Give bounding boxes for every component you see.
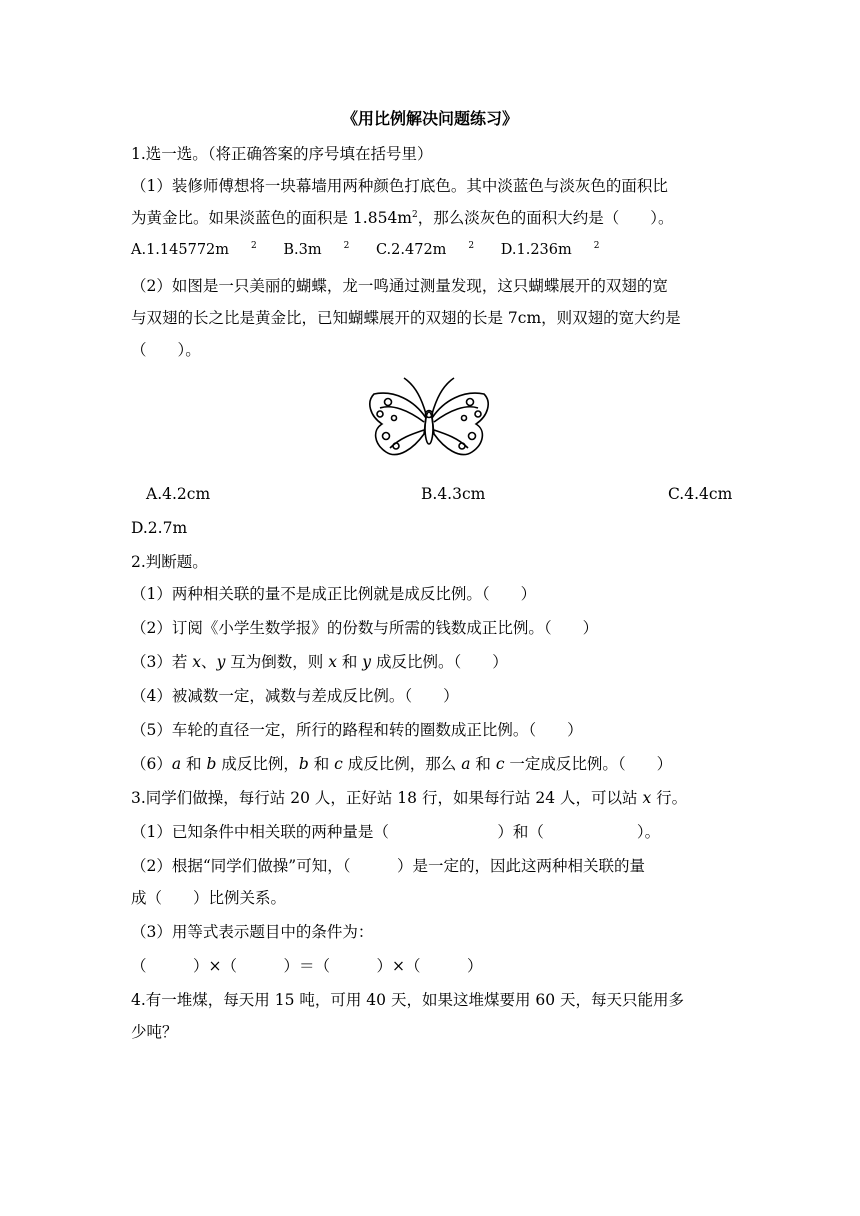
q1-p1-options bbox=[131, 240, 621, 260]
q3-heading: 3.同学们做操，每行站 20 人，正好站 18 行，如果每行站 24 人，可以站 x 行。 bbox=[131, 789, 688, 807]
q2-item-5: （5）车轮的直径一定，所行的路程和转的圈数成正比例。（ ） bbox=[131, 721, 583, 739]
q1-p1-line2-b: ，那么淡灰色的面积大约是（ ）。 bbox=[417, 209, 674, 227]
q2-item-6: （6）a 和 b 成反比例，b 和 c 成反比例，那么 a 和 c 一定成反比例。（ ） bbox=[131, 755, 673, 773]
butterfly-illustration bbox=[364, 372, 494, 472]
q1-p1-option-a: A.1.145772m $^2$ bbox=[131, 241, 257, 258]
q4-line2: 少吨？ bbox=[131, 1023, 178, 1041]
q1-heading: 1.选一选。（将正确答案的序号填在括号里） bbox=[131, 145, 433, 163]
q1-p1-option-b: B.3m $^2$ bbox=[283, 241, 350, 258]
q3-p2-line2: 成（ ）比例关系。 bbox=[131, 889, 287, 907]
q1-p2-line3: （ ）。 bbox=[131, 341, 201, 359]
q1-p2-option-c: C.4.4cm bbox=[668, 485, 733, 503]
q1-p1-line2 bbox=[131, 208, 674, 228]
page-title: 《用比例解决问题练习》 bbox=[341, 109, 518, 128]
q3-p3: （3）用等式表示题目中的条件为： bbox=[131, 923, 374, 941]
q1-p1-line1: （1）装修师傅想将一块幕墙用两种颜色打底色。其中淡蓝色与淡灰色的面积比 bbox=[131, 177, 668, 195]
q3-equation: （ ）×（ ）＝（ ）×（ ） bbox=[131, 957, 483, 975]
q1-p1-line2-a: 为黄金比。如果淡蓝色的面积是 1.854m bbox=[131, 209, 412, 227]
sup-2: 2 bbox=[412, 209, 418, 220]
q4-line1: 4.有一堆煤，每天用 15 吨，可用 40 天，如果这堆煤要用 60 天，每天只能用多 bbox=[131, 991, 685, 1009]
q2-item-4: （4）被减数一定，减数与差成反比例。（ ） bbox=[131, 687, 459, 705]
q1-p2-option-a: A.4.2cm bbox=[146, 485, 211, 503]
q3-p1: （1）已知条件中相关联的两种量是（ ）和（ ）。 bbox=[131, 823, 661, 841]
q1-p2-option-b: B.4.3cm bbox=[421, 485, 486, 503]
q1-p2-line1: （2）如图是一只美丽的蝴蝶，龙一鸣通过测量发现，这只蝴蝶展开的双翅的宽 bbox=[131, 277, 668, 295]
q1-p1-option-c: C.2.472m $^2$ bbox=[375, 241, 475, 258]
q2-heading: 2.判断题。 bbox=[131, 553, 208, 571]
q2-item-3: （3）若 x、y 互为倒数，则 x 和 y 成反比例。（ ） bbox=[131, 653, 508, 671]
q2-item-1: （1）两种相关联的量不是成正比例就是成反比例。（ ） bbox=[131, 585, 537, 603]
q1-p2-option-d: D.2.7m bbox=[131, 519, 188, 537]
q3-p2-line1: （2）根据“同学们做操”可知，（ ）是一定的，因此这两种相关联的量 bbox=[131, 857, 645, 875]
q1-p2-line2: 与双翅的长之比是黄金比，已知蝴蝶展开的双翅的长是 7cm，则双翅的宽大约是 bbox=[131, 309, 681, 327]
q1-p1-option-d: D.1.236m $^2$ bbox=[500, 241, 600, 258]
q2-item-2: （2）订阅《小学生数学报》的份数与所需的钱数成正比例。（ ） bbox=[131, 619, 599, 637]
